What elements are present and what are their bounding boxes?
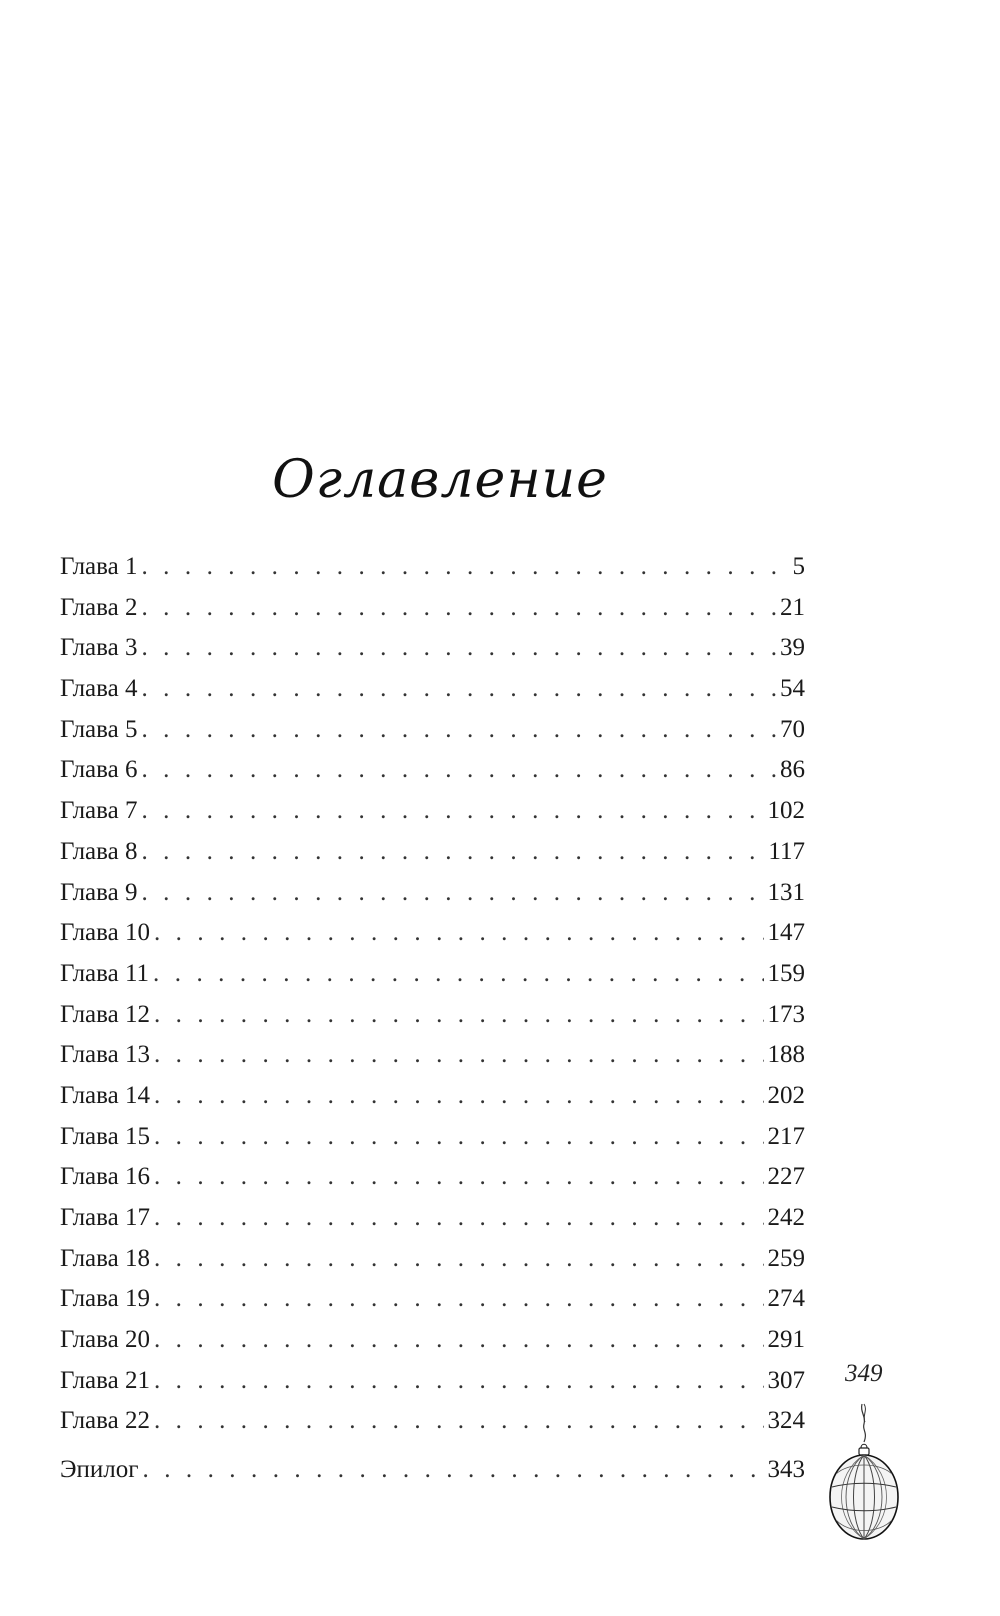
dot-leader bbox=[154, 1284, 764, 1314]
dot-leader bbox=[154, 1162, 764, 1192]
toc-entry-page: 131 bbox=[767, 878, 805, 906]
toc-entry-chapter-3 bbox=[60, 633, 805, 674]
toc-entry-page: 259 bbox=[767, 1244, 805, 1272]
toc-entry-page: 324 bbox=[767, 1407, 805, 1435]
toc-entry-chapter-1 bbox=[60, 552, 805, 593]
dot-leader bbox=[154, 1325, 764, 1355]
toc-entry-page: 86 bbox=[780, 756, 805, 784]
toc-entry-page: 307 bbox=[767, 1366, 805, 1394]
toc-entry-page: 274 bbox=[767, 1285, 805, 1313]
toc-entry-page: 202 bbox=[767, 1081, 805, 1109]
toc-entry-chapter-9 bbox=[60, 878, 805, 919]
toc-entry-label: Глава 22 bbox=[60, 1407, 150, 1435]
christmas-ornament-icon bbox=[824, 1402, 904, 1562]
dot-leader bbox=[154, 1406, 764, 1436]
toc-entry-label: Глава 18 bbox=[60, 1244, 150, 1272]
dot-leader bbox=[141, 755, 776, 785]
dot-leader bbox=[154, 1366, 764, 1396]
toc-entry-label: Глава 13 bbox=[60, 1041, 150, 1069]
toc-entry-label: Глава 19 bbox=[60, 1285, 150, 1313]
dot-leader bbox=[141, 837, 764, 867]
toc-entry-page: 242 bbox=[767, 1204, 805, 1231]
toc-entry-chapter-18 bbox=[60, 1244, 805, 1285]
toc-entry-chapter-19 bbox=[60, 1284, 805, 1325]
toc-entry-chapter-12 bbox=[60, 1000, 805, 1041]
toc-entry-chapter-22 bbox=[60, 1406, 805, 1447]
toc-entry-page: 39 bbox=[780, 634, 805, 662]
toc-entry-label: Глава 5 bbox=[60, 715, 138, 743]
toc-entry-label: Глава 3 bbox=[60, 634, 138, 662]
dot-leader bbox=[153, 959, 763, 989]
dot-leader bbox=[141, 593, 776, 623]
toc-entry-page: 343 bbox=[767, 1456, 805, 1484]
toc-entry-label: Глава 20 bbox=[60, 1326, 150, 1354]
dot-leader bbox=[141, 878, 763, 908]
dot-leader bbox=[154, 918, 764, 948]
toc-entry-label: Глава 15 bbox=[60, 1122, 150, 1150]
toc-entry-label: Эпилог bbox=[60, 1456, 139, 1484]
toc-entry-page: 217 bbox=[767, 1122, 805, 1150]
dot-leader bbox=[154, 1122, 764, 1152]
dot-leader bbox=[141, 715, 776, 745]
toc-entry-chapter-8 bbox=[60, 837, 805, 878]
toc-entry-label: Глава 6 bbox=[60, 756, 138, 784]
toc-entry-label: Глава 16 bbox=[60, 1163, 150, 1191]
dot-leader bbox=[154, 1040, 764, 1070]
toc-entry-chapter-16 bbox=[60, 1162, 805, 1203]
toc-entry-chapter-11 bbox=[60, 959, 805, 1000]
table-of-contents bbox=[60, 552, 805, 1496]
toc-entry-page: 173 bbox=[767, 1000, 805, 1028]
dot-leader bbox=[141, 796, 763, 826]
dot-leader bbox=[141, 633, 776, 663]
dot-leader bbox=[154, 1244, 764, 1274]
dot-leader bbox=[154, 1000, 764, 1030]
page-title: Оглавление bbox=[272, 450, 608, 510]
toc-entry-page: 147 bbox=[767, 919, 805, 947]
toc-entry-label: Глава 17 bbox=[60, 1204, 150, 1231]
toc-entry-chapter-20 bbox=[60, 1325, 805, 1366]
toc-entry-label: Глава 4 bbox=[60, 675, 138, 703]
toc-entry-label: Глава 12 bbox=[60, 1000, 150, 1028]
dot-leader bbox=[143, 1455, 764, 1485]
toc-entry-label: Глава 11 bbox=[60, 959, 150, 987]
toc-entry-page: 54 bbox=[780, 675, 805, 703]
page-number: 349 bbox=[845, 1360, 883, 1387]
toc-entry-chapter-17 bbox=[60, 1203, 805, 1244]
dot-leader bbox=[141, 552, 788, 582]
toc-entry-label: Глава 2 bbox=[60, 593, 138, 621]
toc-entry-page: 291 bbox=[767, 1326, 805, 1354]
toc-entry-page: 102 bbox=[767, 797, 805, 825]
toc-entry-chapter-4 bbox=[60, 674, 805, 715]
toc-entry-epilog bbox=[60, 1455, 805, 1496]
toc-entry-page: 188 bbox=[767, 1041, 805, 1069]
toc-entry-page: 21 bbox=[780, 593, 805, 621]
dot-leader bbox=[141, 674, 776, 704]
toc-entry-label: Глава 21 bbox=[60, 1366, 150, 1394]
toc-entry-label: Глава 7 bbox=[60, 797, 138, 825]
toc-entry-chapter-10 bbox=[60, 918, 805, 959]
toc-entry-label: Глава 14 bbox=[60, 1081, 150, 1109]
toc-entry-chapter-21 bbox=[60, 1366, 805, 1407]
toc-entry-page: 5 bbox=[792, 553, 805, 580]
toc-entry-chapter-5 bbox=[60, 715, 805, 756]
toc-entry-label: Глава 8 bbox=[60, 837, 138, 865]
toc-entry-label: Глава 10 bbox=[60, 919, 150, 947]
toc-entry-page: 159 bbox=[767, 959, 805, 987]
toc-entry-page: 117 bbox=[768, 837, 805, 865]
dot-leader bbox=[154, 1203, 764, 1233]
toc-entry-chapter-2 bbox=[60, 593, 805, 634]
toc-entry-page: 70 bbox=[780, 715, 805, 743]
toc-entry-chapter-15 bbox=[60, 1122, 805, 1163]
toc-entry-chapter-13 bbox=[60, 1040, 805, 1081]
toc-entry-label: Глава 1 bbox=[60, 553, 138, 580]
toc-entry-chapter-6 bbox=[60, 755, 805, 796]
dot-leader bbox=[154, 1081, 764, 1111]
toc-entry-page: 227 bbox=[767, 1163, 805, 1191]
toc-entry-chapter-7 bbox=[60, 796, 805, 837]
toc-entry-label: Глава 9 bbox=[60, 878, 138, 906]
toc-entry-chapter-14 bbox=[60, 1081, 805, 1122]
